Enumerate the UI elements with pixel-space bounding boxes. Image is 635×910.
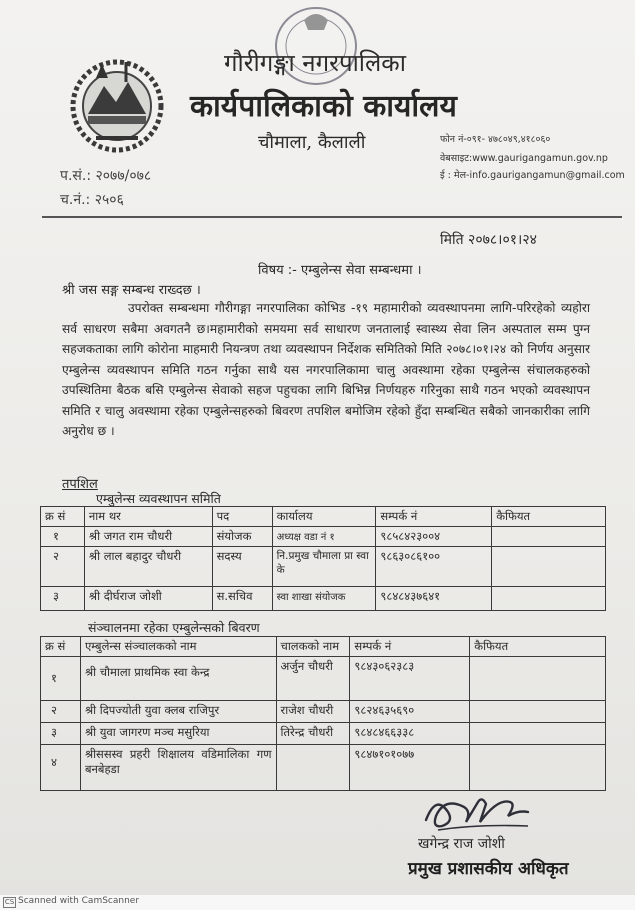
committee-table — [40, 506, 606, 611]
committee-table-caption: एम्बुलेन्स व्यवस्थापन समिति — [96, 491, 221, 506]
table-header-row — [41, 637, 606, 657]
government-emblem-icon — [66, 56, 168, 156]
table-row — [41, 587, 606, 611]
table-cell: तिरेन्द्र चौधरी — [276, 723, 350, 745]
office-title: कार्यपालिकाको कार्यालय — [190, 89, 457, 124]
signatory-title: प्रमुख प्रशासकीय अधिकृत — [408, 859, 569, 879]
table-cell: ९८४८४६६३३८ — [350, 723, 470, 745]
table-cell: श्री चौमाला प्राथमिक स्वा केन्द्र — [80, 657, 276, 701]
table-cell: ९८४३०६२३८३ — [350, 657, 470, 701]
table-cell: स.सचिव — [212, 587, 272, 611]
phone-number: फोन नं-०९१- ४७८०४९,४१८०६० — [440, 134, 551, 145]
table-row — [41, 527, 606, 547]
table-cell — [492, 547, 606, 587]
table-cell: संयोजक — [212, 527, 272, 547]
table-cell — [470, 657, 606, 701]
table-cell: अर्जुन चौधरी — [276, 657, 350, 701]
table-row — [41, 701, 606, 723]
details-heading: तपशिल — [62, 477, 98, 492]
table-cell — [276, 745, 350, 791]
table-row — [41, 657, 606, 701]
table-cell: ९८४७१०१०७७ — [350, 745, 470, 791]
signatory-name: खगेन्द्र राज जोशी — [418, 836, 505, 852]
column-header: चालकको नाम — [276, 637, 350, 657]
table-cell: २ — [41, 701, 81, 723]
table-cell: स्वा शाखा संयोजक — [272, 587, 376, 611]
table-cell — [470, 745, 606, 791]
table-cell: अध्यक्ष वडा नं १ — [272, 527, 376, 547]
reference-number: प.सं.: २०७७/०७८ — [60, 168, 152, 184]
table-cell: १ — [41, 527, 85, 547]
table-cell — [492, 527, 606, 547]
letter-subject: विषय :- एम्बुलेन्स सेवा सम्बन्धमा । — [258, 263, 422, 278]
ambulance-table — [40, 636, 606, 791]
scanner-label: Scanned with CamScanner — [18, 896, 140, 906]
table-row — [41, 745, 606, 791]
table-cell: १ — [41, 657, 81, 701]
table-cell: राजेश चौधरी — [276, 701, 350, 723]
table-cell: श्री लाल बहादुर चौधरी — [84, 547, 212, 587]
table-cell — [492, 587, 606, 611]
table-cell: सदस्य — [212, 547, 272, 587]
table-cell: श्री दिपज्योती युवा क्लब राजिपुर — [80, 701, 276, 723]
table-header-row — [41, 507, 606, 527]
column-header: एम्बुलेन्स संञ्चालकको नाम — [80, 637, 276, 657]
letter-body-text: उपरोक्त सम्बन्धमा गौरीगङ्गा नगरपालिका कोभिड -१९ महामारीको व्यवस्थापनमा लागि-परिरहेको व्यहोरा सर्व साधरण सबैमा अवगतनै छ।महामारीको समयमा सर्व साधारण जनतालाई स्वास्थ्य सेवा लिन अस्पताल सम्म पुग्न सहजकताका लागि कोरोना माहमारी नियन्त्रण तथा व्यवस्थापन निर्देशक समितिको मिति २०७८।०१।२४ को निर्णय अनुसार एम्बुलेन्स व्यवस्थापन समिति गठन गर्नुका साथै यस नगरपालिकामा चालु अवस्थामा रहेका एम्बुलेन्स संचालकहरुको उपस्थितिमा बैठक बसि एम्बुलेन्स सेवाको सहज पहुचका लागि बिभिन्न निर्णयहरु गरिनुका साथै गठन भएको व्यवस्थापन समिति र चालु अवस्थामा रहेका एम्बुलेन्सहरुको बिवरण तपशिल बमोजिम रहेको हुँदा सम्बन्धित सबैको जानकारीका लागि अनुरोध छ । — [62, 301, 590, 438]
table-cell: ३ — [41, 587, 85, 611]
table-cell — [470, 701, 606, 723]
office-address: चौमाला, कैलाली — [258, 132, 366, 153]
ambulance-table-caption: संञ्चालनमा रहेका एम्बुलेन्सको बिवरण — [88, 620, 260, 635]
column-header: नाम थर — [84, 507, 212, 527]
dispatch-number: च.नं.: २५०६ — [60, 192, 124, 208]
table-row — [41, 723, 606, 745]
column-header: क्र सं — [41, 507, 85, 527]
header-divider — [42, 216, 622, 218]
table-cell: ९८६३०८६१०० — [376, 547, 492, 587]
table-cell: २ — [41, 547, 85, 587]
column-header: सम्पर्क नं — [350, 637, 470, 657]
table-cell: ९८४८४३७६४१ — [376, 587, 492, 611]
table-cell: श्री युवा जागरण मञ्च मसुरिया — [80, 723, 276, 745]
letter-addressee: श्री जस सङ्ग सम्बन्ध राख्दछ । — [62, 283, 201, 298]
table-cell: श्री जगत राम चौधरी — [84, 527, 212, 547]
scanner-footer — [0, 895, 635, 910]
municipality-name: गौरीगङ्गा नगरपालिका — [224, 49, 406, 77]
email-address[interactable]: ई : मेल-info.gaurigangamun@gmail.com — [440, 170, 625, 181]
table-cell — [470, 723, 606, 745]
column-header: कार्यालय — [272, 507, 376, 527]
table-cell: श्री दीर्घराज जोशी — [84, 587, 212, 611]
column-header: सम्पर्क नं — [376, 507, 492, 527]
table-cell: ४ — [41, 745, 81, 791]
signature-scrawl-icon — [418, 790, 542, 836]
table-cell: ३ — [41, 723, 81, 745]
column-header: पद — [212, 507, 272, 527]
column-header: कैफियत — [492, 507, 606, 527]
column-header: कैफियत — [470, 637, 606, 657]
table-cell: नि.प्रमुख चौमाला प्रा स्वा के — [272, 547, 376, 587]
letter-date: मिति २०७८।०१।२४ — [440, 232, 537, 248]
table-cell: ९८२४६३५६९० — [350, 701, 470, 723]
letter-body — [62, 298, 590, 442]
website-link[interactable]: वेबसाइट:www.gaurigangamun.gov.np — [440, 153, 608, 164]
table-row — [41, 547, 606, 587]
column-header: क्र सं — [41, 637, 81, 657]
camscanner-icon: CS — [4, 898, 15, 906]
table-cell: ९८५८४२३००४ — [376, 527, 492, 547]
table-cell: श्रीससस्व प्रहरी शिक्षालय वडिमालिका गण बनबेहडा — [80, 745, 276, 791]
